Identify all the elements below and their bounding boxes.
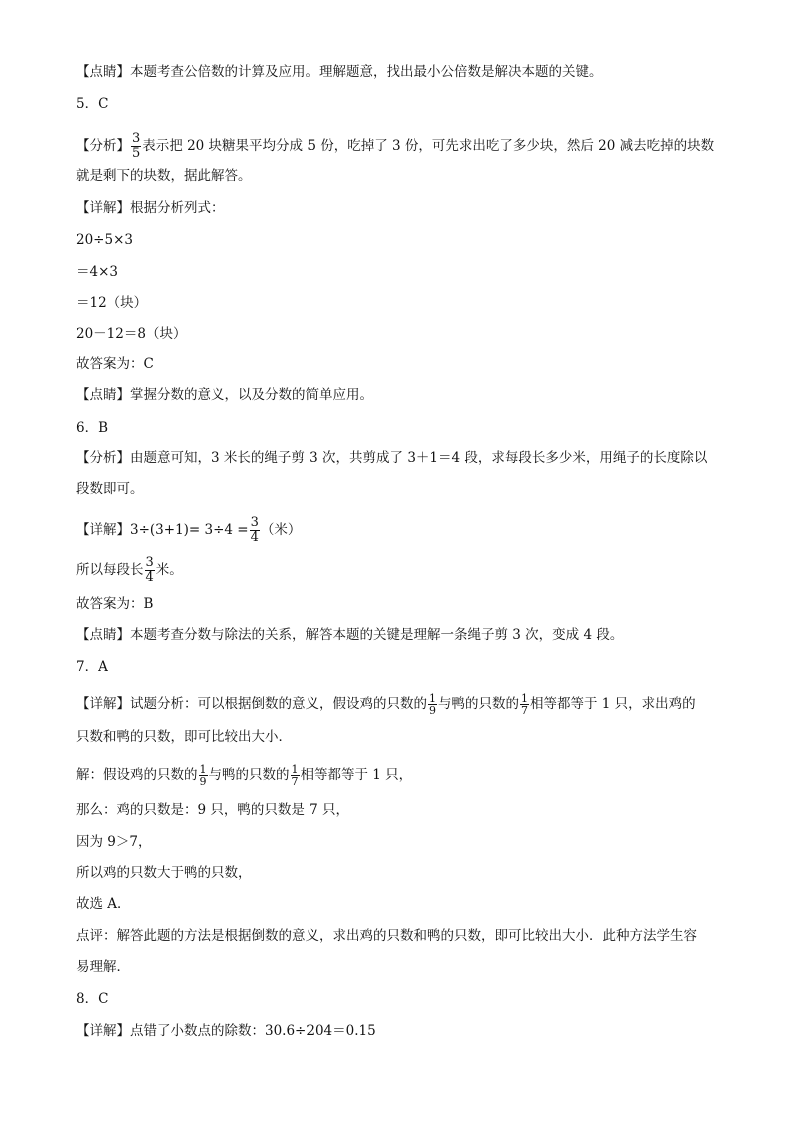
solution-line: 解：假设鸡的只数的 $\frac{1}{9}$ 与鸭的只数的 $\frac{1}{7}$ 相等都等于 1 只， [76, 763, 413, 788]
detail-5-heading: 【详解】根据分析列式： [76, 200, 225, 216]
analysis-5-line-2: 就是剩下的块数，据此解答。 [76, 168, 252, 184]
comment-line-2: 易理解． [76, 959, 130, 975]
key-point-line: 【点睛】掌握分数的意义，以及分数的简单应用。 [76, 387, 373, 403]
analysis-5-line-1: 【分析】 $\frac{3}{5}$ 表示把 20 块糖果平均分成 5 份，吃掉了 3 份，可先求出吃了多少块，然后 20 减去吃掉的块数 [76, 131, 715, 161]
equation-line: 20÷5×3 [76, 232, 133, 248]
fraction-1-7: $\frac{1}{7}$ [291, 763, 299, 788]
fraction-3-4: $\frac{3}{4}$ [250, 515, 259, 545]
answer-8: 8．C [76, 991, 109, 1007]
answer-line: 故答案为：C [76, 356, 154, 372]
key-point-line: 【点睛】本题考查公倍数的计算及应用。理解题意，找出最小公倍数是解决本题的关键。 [76, 64, 603, 80]
solution-line: 那么：鸡的只数是：9 只，鸭的只数是 7 只， [76, 802, 350, 818]
analysis-6-line-2: 段数即可。 [76, 481, 144, 497]
analysis-6-line-1: 【分析】由题意可知，3 米长的绳子剪 3 次，共剪成了 3＋1＝4 段，求每段长多少米，用绳子的长度除以 [76, 450, 708, 466]
comment-line-1: 点评：解答此题的方法是根据倒数的意义，求出鸡的只数和鸭的只数，即可比较出大小．此种方法学生容 [76, 928, 697, 944]
equation-line: ＝4×3 [76, 264, 118, 280]
answer-5: 5．C [76, 96, 109, 112]
fraction-1-9: $\frac{1}{9}$ [199, 763, 207, 788]
equation-line: 20－12＝8（块） [76, 326, 187, 342]
detail-6-result: 所以每段长 $\frac{3}{4}$ 米。 [76, 555, 183, 585]
answer-7: 7．A [76, 659, 108, 675]
detail-7-line-1: 【详解】试题分析：可以根据倒数的意义，假设鸡的只数的 $\frac{1}{9}$ 与鸭的只数的 $\frac{1}{7}$ 相等都等于 1 只，求出鸡的 [76, 692, 696, 717]
detail-7-line-2: 只数和鸭的只数，即可比较出大小． [76, 729, 292, 745]
fraction-3-5: $\frac{3}{5}$ [132, 131, 141, 161]
answer-6: 6．B [76, 420, 109, 436]
solution-line: 所以鸡的只数大于鸭的只数， [76, 865, 252, 881]
detail-6-line: 【详解】3÷(3+1)= 3÷4 = $\frac{3}{4}$ （米） [76, 515, 302, 545]
solution-line: 因为 9＞7， [76, 834, 152, 850]
fraction-1-9: $\frac{1}{9}$ [429, 692, 436, 717]
equation-line: ＝12（块） [76, 295, 148, 311]
key-point-line: 【点睛】本题考查分数与除法的关系，解答本题的关键是理解一条绳子剪 3 次，变成 4 段。 [76, 627, 624, 643]
fraction-1-7: $\frac{1}{7}$ [521, 692, 528, 717]
solution-line: 故选 A． [76, 896, 131, 912]
answer-line: 故答案为：B [76, 596, 154, 612]
analysis-label: 【分析】 [76, 138, 130, 154]
detail-8-line: 【详解】点错了小数点的除数：30.6÷204＝0.15 [76, 1023, 376, 1039]
fraction-3-4: $\frac{3}{4}$ [145, 555, 154, 585]
